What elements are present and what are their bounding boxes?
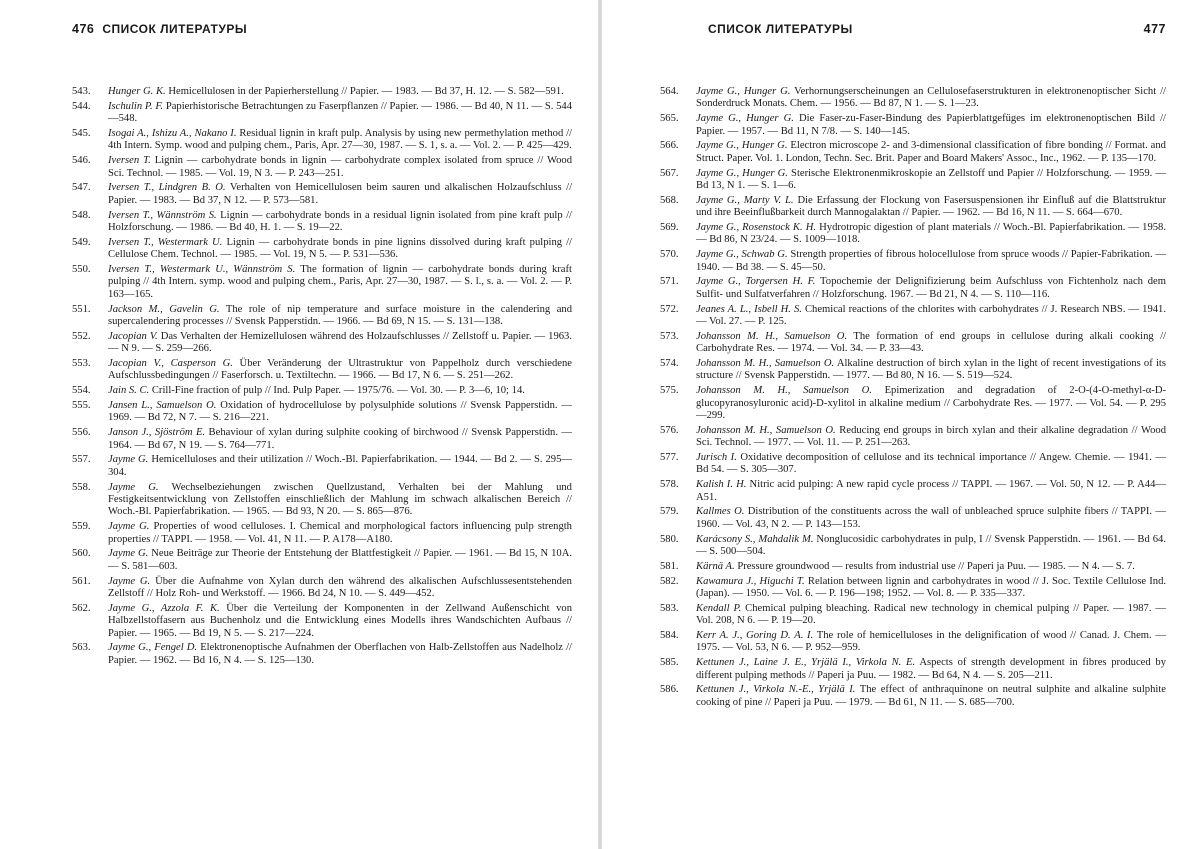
reference-entry [72,237,572,262]
reference-number: 554. [72,385,91,397]
reference-number: 574. [660,358,679,370]
reference-entry [660,276,1166,301]
reference-entry [660,222,1166,247]
reference-authors: Jayme G. [108,575,151,587]
reference-entry [660,657,1166,682]
reference-entry [72,548,572,573]
reference-number: 546. [72,155,91,167]
reference-entry [72,101,572,126]
reference-text: Strength properties of fibrous holocellulose from spruce woods // Papier-Fabrikation. — 1940. — Bd 38. — S. 45—50. [696,249,1166,273]
reference-number: 572. [660,303,679,315]
reference-authors: Jayme G., Marty V. L. [696,194,794,206]
reference-number: 545. [72,128,91,139]
reference-entry [72,603,572,640]
reference-text: Aspects of strength development in fibres produced by different pulping methods // Paperi ja Puu. — 1982. — Bd 64, N 4. — S. 205—211. [696,657,1166,681]
reference-authors: Jurisch I. [696,452,737,464]
reference-authors: Kärnä A. [696,560,735,572]
reference-authors: Jayme G. [108,548,149,560]
reference-entry [72,454,572,479]
reference-entry [72,86,572,98]
reference-authors: Jayme G., Schwab G. [696,249,788,261]
reference-authors: Jayme G., Torgersen H. F. [696,276,816,288]
reference-number: 564. [660,86,679,97]
reference-entry [660,86,1166,111]
reference-entry [660,249,1166,274]
reference-text: Hydrotropic digestion of plant materials // Woch.-Bl. Papierfabrikation. — 1958. — Bd 86, N 23/24. — S. 1009—1018. [696,222,1167,246]
reference-text: The effect of anthraquinone on neutral sulphite and alkaline sulphite cooking of pine // Paperi ja Puu. — 1979. — Bd 61, N 11. — S. 685—700. [696,684,1166,708]
reference-text: Behaviour of xylan during sulphite cooking of birchwood // Svensk Papperstidn. — 1964. — Bd 67, N 19. — S. 764—771. [108,427,572,451]
reference-number: 579. [660,506,679,518]
reference-number: 565. [660,113,679,125]
reference-authors: Jansen L., Samuelson O. [108,400,217,412]
reference-number: 550. [72,264,91,276]
reference-entry [660,358,1166,383]
reference-text: Hemicellulosen in der Papierherstellung // Papier. — 1983. — Bd 37, H. 12. — S. 582—591. [168,86,564,97]
reference-entry [660,195,1166,220]
reference-number: 576. [660,424,679,436]
reference-entry [660,140,1166,165]
reference-entry [660,630,1166,655]
reference-text: Oxidative decomposition of cellulose and its technical importance // Angew. Chemie. — 1941. — Bd 54. — S. 305—307. [696,452,1167,476]
reference-text: Alkaline destruction of birch xylan in the light of recent investigations of its structure // Svensk Papperstidn. — 1977. — Bd 80, N 16. — S. 519—524. [696,358,1166,382]
reference-entry [72,385,572,397]
reference-text: Papierhistorische Betrachtungen zu Faserpflanzen // Papier. — 1986. — Bd 40, N 11. — S. 544—548. [108,100,573,125]
right-reference-list [660,86,1166,709]
reference-authors: Johansson M. H., Samuelson O. [696,358,835,370]
reference-entry [660,452,1166,477]
reference-text: Residual lignin in kraft pulp. Analysis by using new permethylation method // 4th Intern. Symp. wood and pulping chem., Paris, Apr. 27—30, 1987. — S. 1, s. a. — Vol. 2. — P. 425—429. [108,128,573,152]
reference-text: Verhalten von Hemicellulosen beim sauren und alkalischen Holzaufschluss // Papier. — 1983. — Bd 37, N 12. — P. 573—581. [108,182,573,206]
reference-text: Wechselbeziehungen zwischen Quellzustand, Verhalten bei der Mahlung und Festigkeitsentwicklung von Zellstoffen einschließlich der Mahlung im schwach alkalischen Bereich // Woch.-Bl. Papierfabrikation. — 1965. — Bd 93, N 20. — S. 865—876. [108,481,572,518]
reference-entry [72,210,572,235]
reference-number: 548. [72,209,91,221]
reference-number: 552. [72,330,91,342]
reference-text: Über die Verteilung der Komponenten in der Zellwand Außenschicht von Halbzellstoffasern aus Buchenholz und die Entwicklung eines Modells ihres Wandschichten Aufbaus // Papier. — 1965. — Bd 19, N 5. — S. 217—224. [108,602,572,639]
reference-authors: Jain S. C. [108,385,150,397]
reference-authors: Iversen T., Westermark U., Wännström S. [108,264,296,276]
reference-entry [660,561,1166,573]
reference-text: Verhornungserscheinungen an Cellulosefaserstrukturen in elektronenoptischer Sicht // Sonderdruck Monats. Chem. — 1956. — Bd 87, N 1. — S. 1—23. [696,86,1166,110]
reference-text: Nonglucosidic carbohydrates in pulp, I // Svensk Papperstidn. — 1961. — Bd 64. — S. 500—504. [696,533,1166,558]
reference-authors: Jayme G., Hunger G. [696,113,794,125]
reference-entry [72,304,572,329]
reference-authors: Iversen T. [108,155,151,167]
reference-number: 566. [660,140,679,152]
reference-authors: Kettunen J., Virkola N.-E., Yrjälä I. [696,684,856,696]
left-running-title: СПИСОК ЛИТЕРАТУРЫ [102,22,248,36]
reference-authors: Jayme G., Hunger G. [696,167,788,179]
reference-number: 555. [72,400,91,412]
reference-text: Neue Beiträge zur Theorie der Entstehung der Blattfestigkeit // Papier. — 1961. — Bd 15, N 10A. — S. 581—603. [108,548,572,572]
reference-text: Die Faser-zu-Faser-Bindung des Papierblattgefüges im elektronenoptischen Bild // Papier. — 1957. — Bd 11, N 7/8. — S. 140—145. [696,113,1166,137]
reference-number: 573. [660,330,679,342]
right-running-title: СПИСОК ЛИТЕРАТУРЫ [708,22,853,36]
right-page-header [660,22,1166,44]
reference-authors: Kettunen J., Laine J. E., Yrjälä I., Virkola N. E. [696,657,916,669]
reference-text: Topochemie der Delignifizierung beim Aufschluss von Fichtenholz nach dem Sulfit- und Sulfatverfahren // Holzforschung. 1967. — Bd 21, N 4. — S. 110—116. [696,276,1166,300]
reference-authors: Jayme G., Azzola F. K. [108,602,220,614]
reference-entry [660,506,1166,531]
reference-authors: Kerr A. J., Goring D. A. I. [696,630,814,642]
reference-number: 543. [72,86,91,97]
reference-text: Distribution of the constituents across the wall of unbleached spruce sulphite fibers // TAPPI. — 1960. — Vol. 43, N 2. — P. 143—153. [696,506,1166,530]
reference-authors: Johansson M. H., Samuelson O. [696,330,848,342]
reference-text: The role of nip temperature and surface moisture in the calendering and supercalendering processes // Svensk Papperstidn. — 1966. — Bd 69, N 15. — S. 131—138. [108,303,573,328]
reference-entry [660,385,1166,422]
reference-entry [660,576,1166,601]
reference-number: 558. [72,481,91,493]
reference-number: 582. [660,575,679,587]
reference-authors: Iversen T., Wännström S. [108,209,217,221]
reference-text: Chemical reactions of the chlorites with carbohydrates // J. Research NBS. — 1941. — Vol. 27. — P. 125. [696,303,1166,328]
reference-text: Über Veränderung der Ultrastruktur von Pappelholz durch verschiedene Aufschlussbedingungen // Faserforsch. u. Textiltechn. — 1966. — Bd 17, N 6. — S. 251—262. [108,358,572,382]
reference-authors: Hunger G. K. [108,86,166,97]
reference-number: 577. [660,452,679,464]
reference-authors: Iversen T., Lindgren B. O. [108,182,226,194]
reference-number: 553. [72,358,91,370]
reference-entry [660,425,1166,450]
reference-number: 586. [660,684,679,696]
reference-authors: Kendall P. [696,602,742,614]
reference-number: 568. [660,194,679,206]
reference-text: Lignin — carbohydrate bonds in pine lignins dissolved during kraft pulping // Cellulose Chem. Technol. — 1985. — Vol. 19, N 5. — P. 531—536. [108,236,573,261]
reference-number: 567. [660,167,679,179]
reference-number: 580. [660,533,679,545]
reference-entry [660,603,1166,628]
reference-entry [72,642,572,667]
reference-entry [72,400,572,425]
reference-text: Sterische Elektronenmikroskopie an Zellstoff und Papier // Holzforschung. — 1959. — Bd 13, N 1. — S. 1—6. [696,167,1166,192]
reference-entry [72,521,572,546]
reference-entry [660,168,1166,193]
reference-text: Das Verhalten der Hemizellulosen während des Holzaufschlusses // Zellstoff u. Papier. — 1963. — N 9. — S. 259—266. [108,330,572,355]
reference-number: 575. [660,385,679,397]
reference-number: 571. [660,276,679,288]
reference-entry [72,128,572,153]
reference-authors: Karácsony S., Mahdalik M. [696,533,814,545]
reference-authors: Jackson M., Gavelin G. [108,303,220,315]
reference-authors: Iversen T., Westermark U. [108,236,223,248]
reference-authors: Jayme G., Fengel D. [108,642,198,654]
reference-number: 547. [72,182,91,194]
reference-entry [72,482,572,519]
reference-authors: Jacopian V. [108,330,158,342]
reference-authors: Jayme G. [108,521,150,533]
reference-entry [72,182,572,207]
reference-number: 585. [660,657,679,669]
reference-authors: Kallmes O. [696,506,745,518]
reference-authors: Isogai A., Ishizu A., Nakano I. [108,128,237,139]
reference-entry [72,358,572,383]
reference-authors: Jayme G. [108,454,149,466]
reference-text: The formation of lignin — carbohydrate bonds during kraft pulping // 4th Intern. symp. wood and pulping chem., Paris, Apr. 27—30, 1987. — S. l., s. a. — Vol. 2. — P. 163—165. [108,264,572,300]
reference-number: 557. [72,454,91,466]
reference-authors: Jayme G. [108,481,159,493]
reference-authors: Kawamura J., Higuchi T. [696,575,805,587]
reference-text: The formation of end groups in cellulose during alkali cooking // Carbohydrate Res. — 1974. — Vol. 34. — P. 33—43. [696,330,1166,355]
reference-authors: Ischulin P. F. [108,100,164,112]
reference-number: 544. [72,100,91,112]
reference-text: Pressure groundwood — results from industrial use // Paperi ja Puu. — 1985. — N 4. — S. 7. [737,560,1135,572]
right-page [600,0,1200,849]
reference-number: 556. [72,427,91,439]
reference-entry [72,331,572,356]
reference-authors: Jeanes A. L., Isbell H. S. [696,303,802,315]
reference-text: The role of hemicelluloses in the delignification of wood // Canad. J. Chem. — 1975. — Vol. 53, N 6. — P. 952—959. [696,630,1166,654]
reference-text: Oxidation of hydrocellulose by polysulphide solutions // Svensk Papperstidn. — 1969. — Bd 72, N 7. — S. 216—221. [108,400,572,424]
reference-text: Die Erfassung der Flockung von Fasersuspensionen ihr Einfluß auf die Blattstruktur und ihre Beeinflußbarkeit durch Mannogalaktan // Papier. — 1962. — Bd 16, N 11. — S. 664—670. [696,194,1167,219]
reference-text: Elektronenoptische Aufnahmen der Oberflachen von Halb-Zellstoffen aus Nadelholz // Papier. — 1962. — Bd 16, N 4. — S. 125—130. [108,642,573,666]
reference-number: 570. [660,249,679,261]
reference-entry [660,113,1166,138]
reference-text: Reducing end groups in birch xylan and their alkaline degradation // Wood Sci. Technol. — 1977. — Vol. 11. — P. 251—263. [696,424,1166,449]
reference-authors: Jayme G., Rosenstock K. H. [696,222,817,234]
reference-authors: Johansson M. H., Samuelson O. [696,424,836,436]
reference-number: 562. [72,602,91,614]
reference-entry [72,427,572,452]
reference-text: Properties of wood celluloses. I. Chemical and morphological factors influencing pulp strength properties // TAPPI. — 1958. — Vol. 41, N 11. — P. A178—A180. [108,521,572,545]
reference-entry [72,155,572,180]
reference-entry [660,331,1166,356]
reference-text: Über die Aufnahme von Xylan durch den während des alkalischen Aufschlussesentstehenden Zellstoff // Holz Roh- und Werkstoff. — 1966. Bd 24, N 10. — S. 449—452. [108,575,572,600]
reference-number: 559. [72,521,91,533]
reference-authors: Jayme G., Hunger G. [696,140,788,152]
reference-entry [72,264,572,301]
reference-number: 569. [660,222,679,234]
reference-entry [660,304,1166,329]
reference-authors: Jayme G., Hunger G. [696,86,791,97]
reference-number: 581. [660,560,679,572]
reference-number: 551. [72,303,91,315]
reference-number: 584. [660,630,679,642]
left-reference-list [72,86,572,667]
reference-text: Crill-Fine fraction of pulp // Ind. Pulp Paper. — 1975/76. — Vol. 30. — P. 3—6, 10; 14. [151,385,525,397]
reference-entry [660,684,1166,709]
reference-number: 549. [72,236,91,248]
reference-authors: Janson J., Sjöström E. [108,427,206,439]
reference-number: 563. [72,642,91,654]
right-page-number: 477 [1143,22,1166,36]
reference-text: Electron microscope 2- and 3-dimensional classification of fibre bonding // Format. and Struct. Paper. Vol. 1. London, Techn. Sec. Brit. Paper and Board Makers' Assoc., Inc., 1962. — P. 135—170. [696,140,1166,164]
reference-text: Nitric acid pulping: A new rapid cycle process // TAPPI. — 1967. — Vol. 50, N 12. — P. A44—A51. [696,479,1166,503]
reference-authors: Jacopian V., Casperson G. [108,358,233,370]
reference-text: Epimerization and degradation of 2-O-(4-O-methyl-α-D-glucopyranosyluronic acid)-D-xylitol in alkaline medium // Carbohydrate Res. — 1977. — Vol. 54. — P. 295—299. [696,385,1166,422]
reference-text: Hemicelluloses and their utilization // Woch.-Bl. Papierfabrikation. — 1944. — Bd 2. — S. 295—304. [108,454,572,478]
reference-number: 561. [72,575,91,587]
left-page-header [72,22,572,44]
reference-number: 560. [72,548,91,560]
reference-authors: Kalish I. H. [696,479,747,491]
reference-text: Lignin — carbohydrate bonds in lignin — carbohydrate complex isolated from spruce // Wood Sci. Technol. — 1985. — Vol. 19, N 3. — P. 243—251. [108,155,573,179]
reference-number: 583. [660,602,679,614]
reference-entry [72,576,572,601]
reference-entry [660,479,1166,504]
reference-text: Lignin — carbohydrate bonds in a residual lignin isolated from pine kraft pulp // Holzforschung. — 1986. — Bd 40, H. 1. — S. 19—22. [108,209,573,234]
reference-text: Chemical pulping bleaching. Radical new technology in chemical pulping // Paper. — 1987. — Vol. 208, N 6. — P. 19—20. [696,602,1166,627]
reference-text: Relation between lignin and carbohydrates in wood // J. Soc. Textile Cellulose Ind. (Japan). — 1950. — Vol. 6. — P. 196—198; 1952. — Vol. 8. — P. 335—337. [696,575,1167,600]
reference-number: 578. [660,479,679,491]
reference-authors: Johansson M. H., Samuelson O. [696,385,872,397]
left-page-number: 476 [72,22,95,36]
reference-entry [660,534,1166,559]
